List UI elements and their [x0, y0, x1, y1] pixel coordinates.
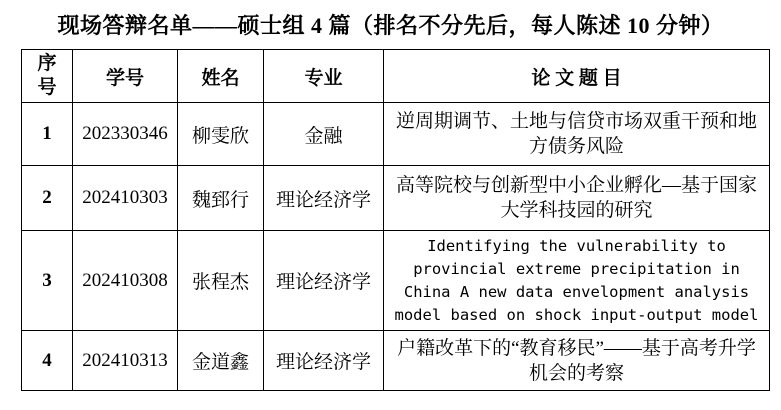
cell-name: 张程杰	[178, 231, 264, 331]
table-row	[22, 231, 770, 331]
header-cell-no	[22, 50, 73, 103]
page-title: 现场答辩名单——硕士组 4 篇（排名不分先后，每人陈述 10 分钟）	[57, 13, 724, 38]
header-cell-name: 姓名	[178, 50, 264, 103]
cell-no: 2	[22, 166, 73, 231]
cell-no: 1	[22, 103, 73, 166]
cell-student-id: 202410303	[73, 166, 178, 231]
cell-name: 金道鑫	[178, 331, 264, 391]
header-cell-major: 专业	[264, 50, 384, 103]
cell-no: 3	[22, 231, 73, 331]
cell-thesis-title: 逆周期调节、土地与信贷市场双重干预和地方债务风险	[384, 103, 770, 166]
cell-major: 理论经济学	[264, 331, 384, 391]
table-row	[22, 166, 770, 231]
header-cell-student-id: 学号	[73, 50, 178, 103]
cell-major: 理论经济学	[264, 166, 384, 231]
cell-thesis-title: 高等院校与创新型中小企业孵化—基于国家大学科技园的研究	[384, 166, 770, 231]
header-cell-thesis-title: 论 文 题 目	[384, 50, 770, 103]
cell-student-id: 202410313	[73, 331, 178, 391]
cell-thesis-title: 户籍改革下的“教育移民”——基于高考升学机会的考察	[384, 331, 770, 391]
cell-thesis-title: Identifying the vulnerability to provincial extreme precipitation in China A new data envelopment analysis model based on shock input-output model	[384, 231, 770, 331]
cell-name: 魏郅行	[178, 166, 264, 231]
cell-major: 理论经济学	[264, 231, 384, 331]
cell-student-id: 202410308	[73, 231, 178, 331]
defense-roster-table	[21, 49, 770, 391]
header-row	[22, 50, 770, 103]
table-row	[22, 103, 770, 166]
table-row	[22, 331, 770, 391]
cell-no: 4	[22, 331, 73, 391]
header-no-label: 序号	[37, 53, 57, 98]
cell-name: 柳雯欣	[178, 103, 264, 166]
cell-major: 金融	[264, 103, 384, 166]
cell-student-id: 202330346	[73, 103, 178, 166]
